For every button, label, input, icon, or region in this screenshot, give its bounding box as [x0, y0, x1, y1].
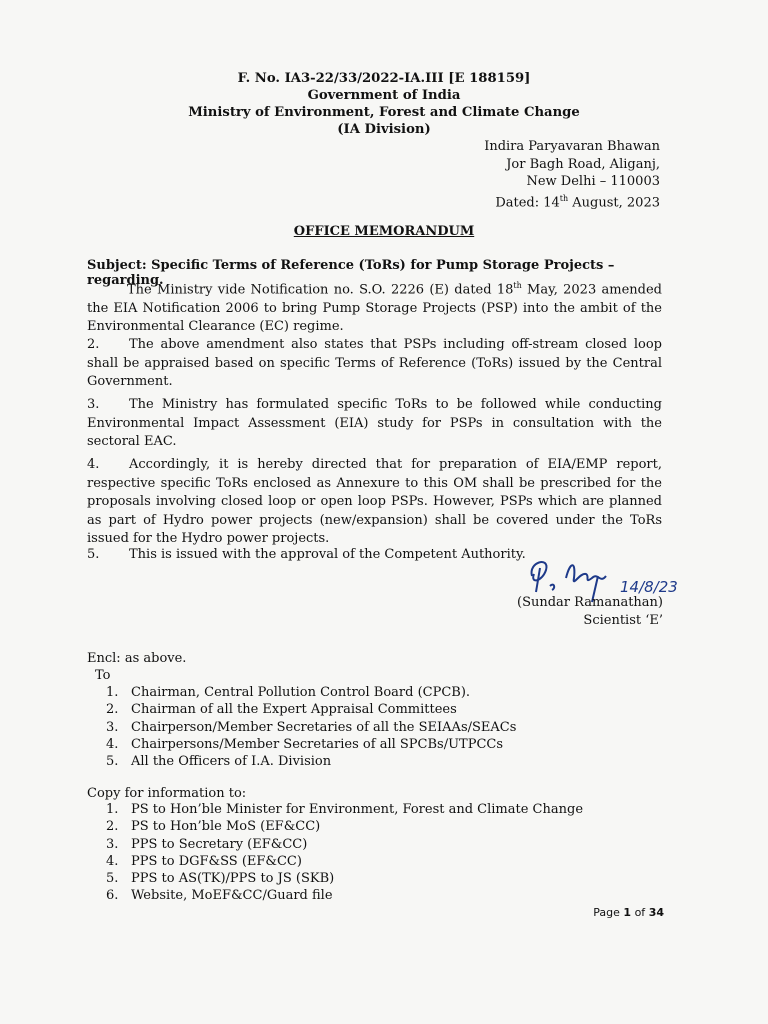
list-item: [106, 801, 583, 818]
dated-line: [470, 190, 660, 212]
subject-line: Subject: Specific Terms of Reference (ToRs) for Pump Storage Projects – regarding.: [87, 258, 615, 288]
to-list: [106, 684, 516, 770]
para-text: This is issued with the approval of the Competent Authority.: [129, 547, 526, 562]
to-label: To: [95, 668, 111, 683]
signatory-name: (Sundar Ramanathan): [517, 595, 663, 610]
footer-total: 34: [648, 906, 664, 919]
list-item: [106, 701, 516, 718]
paragraph-4: [87, 456, 662, 549]
para-text: Accordingly, it is hereby directed that for preparation of EIA/EMP report, respective specific ToRs enclosed as Annexure to this OM shall be prescribed for the proposals involving closed loop or open loop PSPs. However, PSPs which are planned as part of Hydro power projects (new/expansion) shall be covered under the ToRs issued for the Hydro power projects.: [87, 457, 662, 546]
list-item: [106, 818, 583, 835]
list-item: [106, 836, 583, 853]
list-text: PS to Hon’ble Minister for Environment, Forest and Climate Change: [131, 802, 584, 817]
list-number: 6.: [106, 888, 119, 904]
para-number: 3.: [87, 397, 100, 412]
footer-page: 1: [623, 906, 632, 919]
list-text: Chairperson/Member Secretaries of all the SEIAAs/SEACs: [131, 719, 517, 735]
address-line-2: Jor Bagh Road, Aliganj,: [506, 157, 660, 172]
para-number: 5.: [87, 547, 100, 562]
list-item: [106, 853, 583, 870]
para-text: The Ministry has formulated specific ToRs to be followed while conducting Environmental Impact Assessment (EIA) study for PSPs in consultation with the sectoral EAC.: [87, 397, 662, 449]
footer-prefix: Page: [593, 906, 624, 919]
list-text: PPS to AS(TK)/PPS to JS (SKB): [131, 871, 335, 887]
memo-heading: OFFICE MEMORANDUM: [293, 224, 475, 239]
government-title: Government of India: [307, 88, 461, 103]
list-item: [106, 719, 516, 736]
list-number: 4.: [106, 853, 119, 869]
division-title: (IA Division): [337, 122, 431, 137]
enclosure-note: Encl: as above.: [87, 651, 187, 666]
list-item: [106, 753, 516, 770]
list-text: PPS to Secretary (EF&CC): [131, 836, 308, 852]
copy-label: Copy for information to:: [87, 786, 247, 801]
paragraph-1: [87, 277, 662, 337]
footer-of: of: [631, 906, 649, 919]
signature-date: 14/8/23: [620, 578, 678, 596]
list-text: Chairman of all the Expert Appraisal Committees: [131, 702, 457, 718]
list-number: 1.: [106, 685, 119, 700]
list-number: 5.: [106, 754, 119, 770]
file-number: F. No. IA3-22/33/2022-IA.III [E 188159]: [237, 71, 531, 86]
list-text: All the Officers of I.A. Division: [131, 754, 332, 770]
list-item: [106, 870, 583, 887]
list-item: [106, 736, 516, 753]
para-text: The above amendment also states that PSPs including off-stream closed loop shall be appraised based on specific Terms of Reference (ToRs) issued by the Central Government.: [87, 337, 662, 389]
list-text: PS to Hon’ble MoS (EF&CC): [131, 819, 321, 835]
paragraph-3: [87, 396, 662, 452]
address-line-1: Indira Paryavaran Bhawan: [484, 139, 660, 154]
para1-part1: The Ministry vide Notification no. S.O. 2226 (E) dated 18: [127, 282, 514, 298]
list-text: Chairman, Central Pollution Control Board (CPCB).: [131, 685, 471, 700]
para-number: 4.: [87, 457, 100, 472]
list-item: [106, 887, 583, 904]
list-text: Chairpersons/Member Secretaries of all SPCBs/UTPCCs: [131, 736, 504, 752]
para1-sup: th: [513, 281, 522, 290]
dated-prefix: Dated: 14: [495, 195, 560, 211]
ministry-title: Ministry of Environment, Forest and Climate Change: [188, 105, 580, 120]
list-text: PPS to DGF&SS (EF&CC): [131, 853, 302, 869]
list-number: 4.: [106, 736, 119, 752]
dated-sup: th: [559, 194, 569, 203]
page-footer: [593, 906, 664, 919]
paragraph-2: [87, 336, 662, 392]
para1-part2: May, 2023 amended the EIA Notification 2006 to bring Pump Storage Projects (PSP) into the ambit of the Environmental Clearance (EC) regime.: [87, 282, 662, 335]
dated-suffix: August, 2023: [568, 195, 660, 211]
address-line-3: New Delhi – 110003: [526, 174, 660, 189]
list-item: [106, 684, 516, 701]
list-number: 3.: [106, 836, 119, 852]
list-number: 5.: [106, 871, 119, 887]
list-number: 1.: [106, 802, 119, 817]
para-number: 2.: [87, 337, 100, 352]
list-text: Website, MoEF&CC/Guard file: [131, 888, 333, 904]
list-number: 2.: [106, 702, 119, 718]
list-number: 3.: [106, 719, 119, 735]
signatory-designation: Scientist ‘E’: [583, 613, 663, 628]
copy-list: [106, 801, 583, 905]
list-number: 2.: [106, 819, 119, 835]
